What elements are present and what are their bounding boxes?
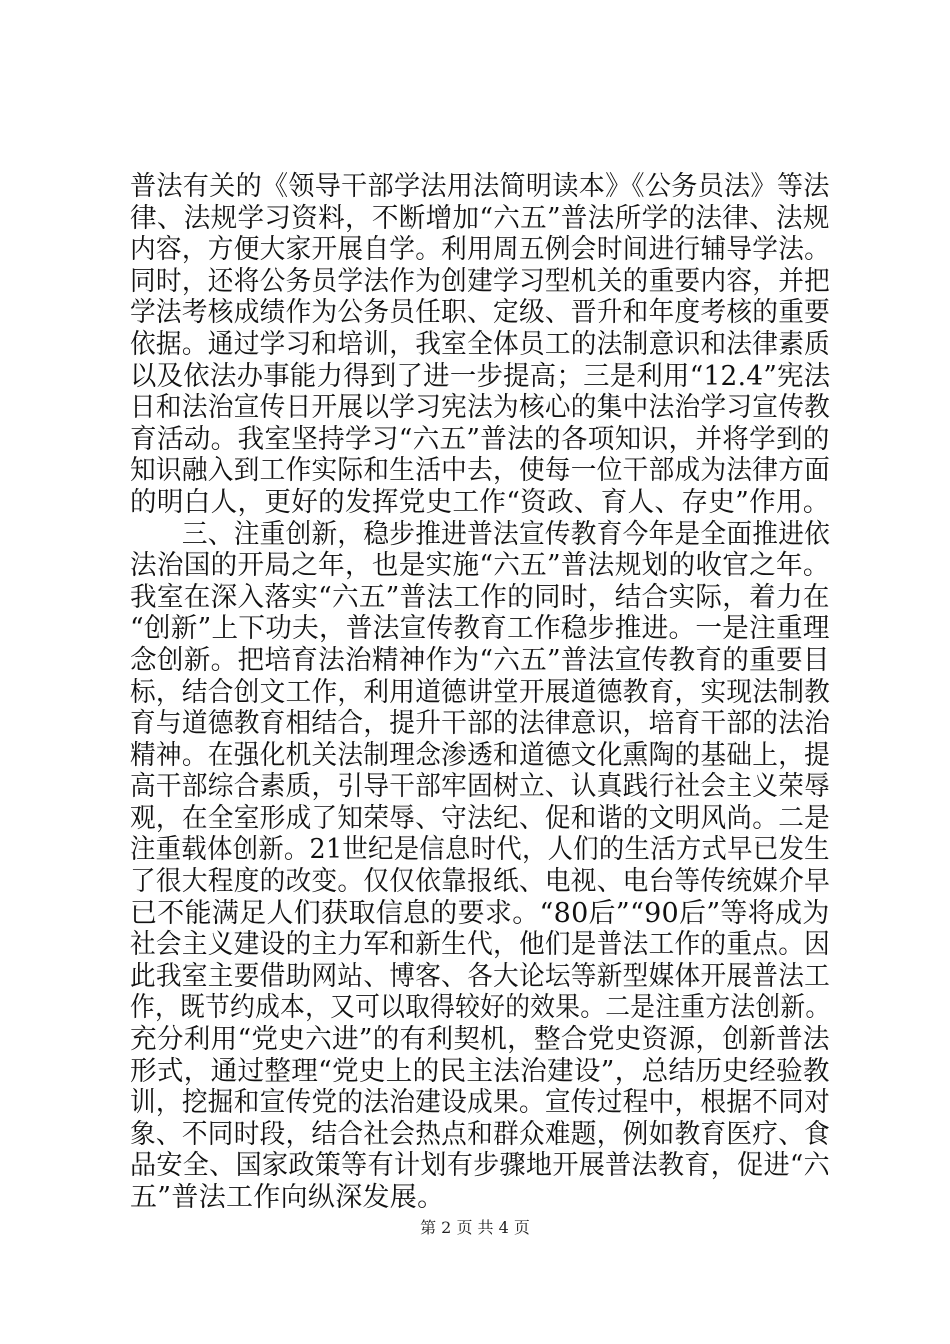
body-text (130, 171, 830, 1214)
text-line: 内容，方便大家开展自学。利用周五例会时间进行辅导学法。 (130, 234, 831, 266)
text-line: 观，在全室形成了知荣辱、守法纪、促和谐的文明风尚。二是 (130, 802, 831, 834)
text-line: 作，既节约成本，又可以取得较好的效果。二是注重方法创新。 (130, 992, 831, 1024)
text-line: 三、注重创新，稳步推进普法宣传教育今年是全面推进依 (130, 518, 831, 550)
text-line: 社会主义建设的主力军和新生代，他们是普法工作的重点。因 (130, 929, 831, 961)
text-line: 注重载体创新。21世纪是信息时代，人们的生活方式早已发生 (130, 834, 830, 866)
text-line: 已不能满足人们获取信息的要求。“80后”“90后”等将成为 (130, 897, 830, 929)
text-line: 依据。通过学习和培训，我室全体员工的法制意识和法律素质 (130, 328, 831, 360)
text-line: 知识融入到工作实际和生活中去，使每一位干部成为法律方面 (130, 455, 831, 487)
text-line: 五”普法工作向纵深发展。 (130, 1182, 445, 1213)
text-line: 普法有关的《领导干部学法用法简明读本》《公务员法》等法 (130, 171, 830, 202)
text-line: 象、不同时段，结合社会热点和群众难题，例如教育医疗、食 (130, 1118, 831, 1150)
text-line: 了很大程度的改变。仅仅依靠报纸、电视、电台等传统媒介早 (130, 866, 831, 898)
text-line: 的明白人，更好的发挥党史工作“资政、育人、存史”作用。 (130, 486, 830, 518)
text-line: 以及依法办事能力得到了进一步提高；三是利用“12.4”宪法 (130, 360, 831, 392)
text-line: 律、法规学习资料，不断增加“六五”普法所学的法律、法规 (130, 202, 830, 234)
text-line: 育与道德教育相结合，提升干部的法律意识，培育干部的法治 (130, 708, 831, 740)
text-line: 育活动。我室坚持学习“六五”普法的各项知识，并将学到的 (130, 423, 830, 455)
text-line: 高干部综合素质，引导干部牢固树立、认真践行社会主义荣辱 (130, 771, 831, 803)
text-line: 我室在深入落实“六五”普法工作的同时，结合实际，着力在 (130, 581, 830, 613)
text-line: 充分利用“党史六进”的有利契机，整合党史资源，创新普法 (130, 1024, 830, 1056)
text-line: 标，结合创文工作，利用道德讲堂开展道德教育，实现法制教 (130, 676, 831, 708)
text-line: 形式，通过整理“党史上的民主法治建设”，总结历史经验教 (130, 1055, 830, 1087)
text-line: 日和法治宣传日开展以学习宪法为核心的集中法治学习宣传教 (130, 392, 831, 424)
text-line: 法治国的开局之年，也是实施“六五”普法规划的收官之年。 (130, 550, 830, 582)
text-line: 此我室主要借助网站、博客、各大论坛等新型媒体开展普法工 (130, 960, 831, 992)
page-footer: 第 2 页 共 4 页 (420, 1218, 530, 1237)
text-line: 同时，还将公务员学法作为创建学习型机关的重要内容，并把 (130, 265, 831, 297)
text-line: 精神。在强化机关法制理念渗透和道德文化熏陶的基础上，提 (130, 739, 831, 771)
text-line: “创新”上下功夫，普法宣传教育工作稳步推进。一是注重理 (130, 613, 830, 645)
text-line: 学法考核成绩作为公务员任职、定级、晋升和年度考核的重要 (130, 297, 831, 329)
text-line: 念创新。把培育法治精神作为“六五”普法宣传教育的重要目 (130, 644, 830, 676)
text-line: 品安全、国家政策等有计划有步骤地开展普法教育，促进“六 (130, 1150, 830, 1182)
text-line: 训，挖掘和宣传党的法治建设成果。宣传过程中，根据不同对 (130, 1087, 831, 1119)
